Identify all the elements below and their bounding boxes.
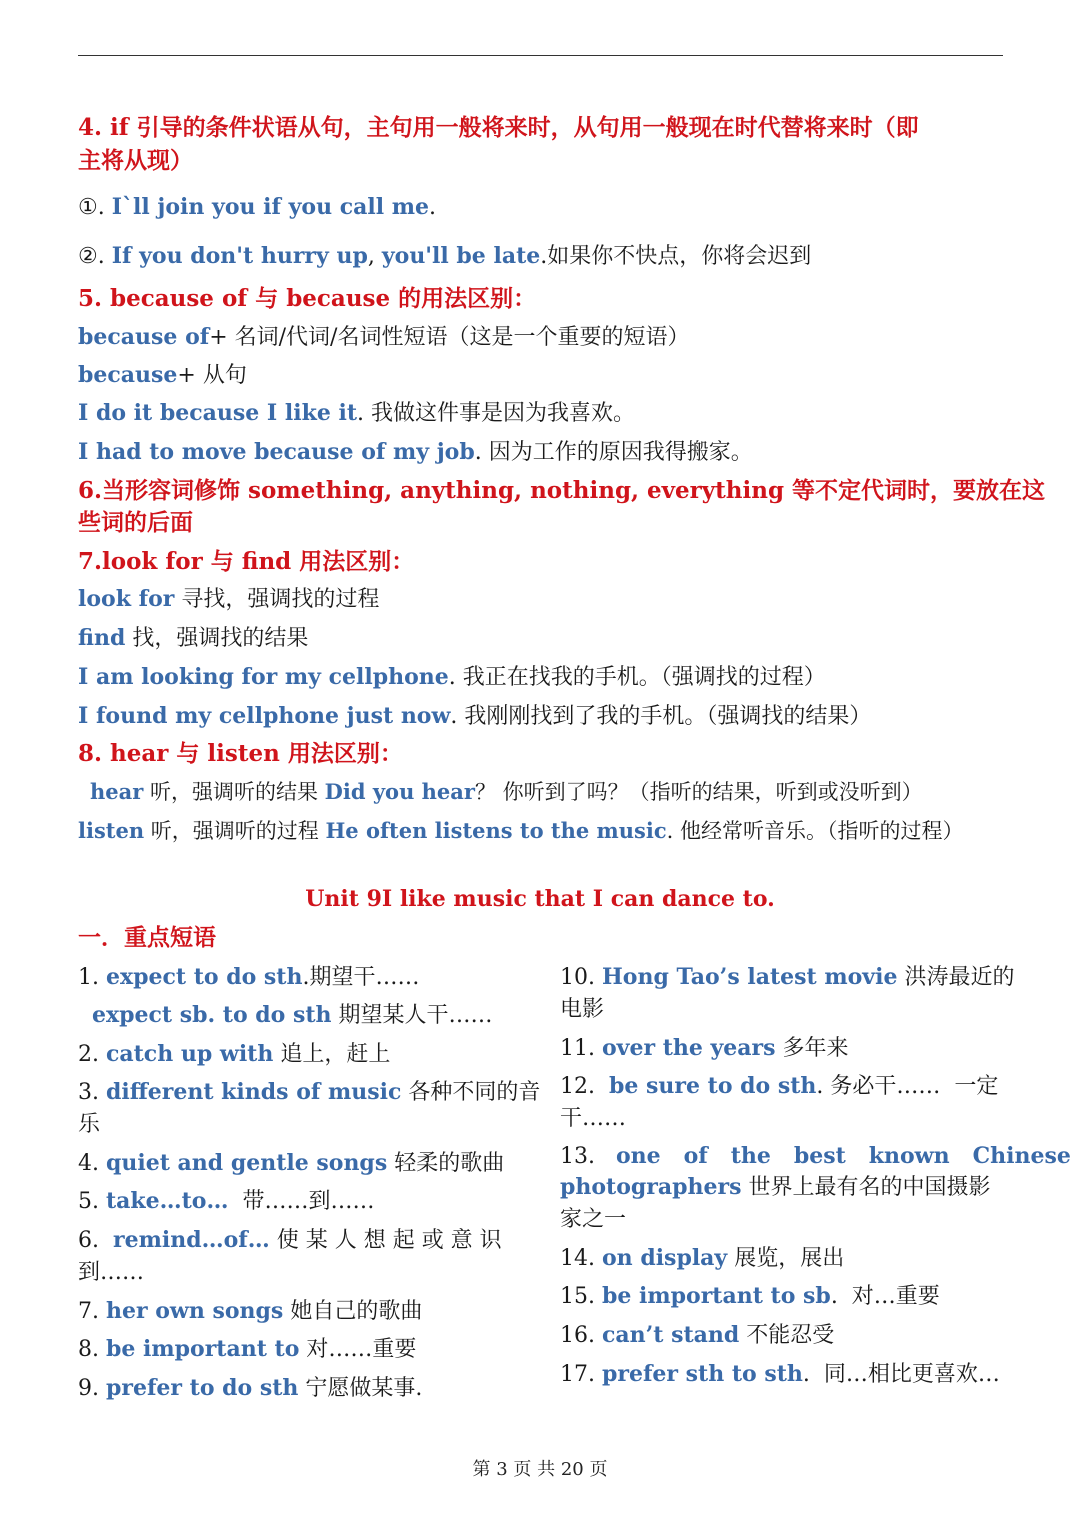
phrase-number: 3. (78, 1080, 106, 1105)
section7-line3 (78, 661, 826, 694)
phrase-chinese: 多年来 (775, 1036, 849, 1061)
section5-line4 (78, 436, 753, 469)
phrase-chinese: 听，强调听的过程 (144, 819, 326, 843)
phrase-chinese: . 对…重要 (830, 1284, 940, 1309)
section6-title-line2: 些词的后面 (78, 509, 193, 536)
phrase-english: quiet and gentle songs (105, 1150, 388, 1176)
phrase-item (560, 1172, 990, 1203)
section4-example-2 (78, 240, 811, 273)
phrase-english: over the years (601, 1035, 776, 1061)
phrase-english: expect to do sth (105, 964, 303, 990)
phrase-english: I am looking for my cellphone (78, 664, 449, 690)
phrase-item (560, 1033, 849, 1064)
phrase-number: 10. (560, 965, 602, 990)
phrase-item (78, 1039, 390, 1070)
phrase-chinese: 对……重要 (299, 1337, 417, 1362)
phrase-item (78, 1148, 504, 1179)
phrase-english: I do it because I like it (78, 400, 357, 426)
phrase-english: her own songs (105, 1298, 284, 1324)
phrase-item (560, 1281, 940, 1312)
phrase-english: be sure to do sth (608, 1073, 817, 1099)
phrase-number: 11. (560, 1036, 602, 1061)
phrase-chinese: 家之一 (560, 1207, 627, 1232)
phrase-item (560, 1141, 1071, 1172)
phrase-item (560, 994, 604, 1025)
section5-line2 (78, 359, 247, 392)
phrase-number: 4. (78, 1151, 106, 1176)
phrase-chinese: 干…… (560, 1106, 627, 1131)
phrase-chinese: 乐 (78, 1112, 101, 1137)
unit-title: Unit 9I like music that I can dance to. (305, 886, 775, 912)
phrase-chinese: 寻找，强调找的过程 (174, 587, 380, 612)
phrase-chinese: . 我正在找我的手机。（强调找的过程） (448, 665, 826, 690)
phrase-number: 6. (78, 1228, 113, 1253)
phrase-item (78, 1186, 374, 1217)
phrase-english: hear (90, 779, 144, 804)
example-punct: . (429, 195, 437, 220)
header-rule (78, 55, 1003, 56)
phrase-number (78, 1003, 92, 1028)
phrase-chinese: 期望某人干…… (331, 1003, 493, 1028)
phrase-english: different kinds of music (105, 1079, 402, 1105)
section8-title: 8. hear 与 listen 用法区别： (78, 740, 403, 767)
phrase-english: be important to (105, 1336, 300, 1362)
example-english: Did you hear (324, 779, 475, 804)
phrase-chinese: . 因为工作的原因我得搬家。 (474, 440, 753, 465)
example-chinese: ？ 你听到了吗？（指听的结果，听到或没听到） (474, 780, 923, 804)
phrase-chinese: 听，强调听的结果 (143, 780, 325, 804)
phrase-chinese: 她自己的歌曲 (283, 1299, 423, 1324)
section7-line1 (78, 583, 379, 616)
phrase-english: can’t stand (601, 1322, 740, 1348)
phrase-chinese: 各种不同的音 (401, 1080, 541, 1105)
phrase-item (78, 1077, 540, 1108)
phrase-chinese: 宁愿做某事. (298, 1376, 423, 1401)
phrase-chinese: . 我刚刚找到了我的手机。（强调找的结果） (450, 704, 872, 729)
example-number: ①. (78, 195, 105, 220)
phrase-item (78, 1109, 100, 1140)
phrase-chinese: 使 某 人 想 起 或 意 识 (269, 1228, 502, 1253)
section7-line2 (78, 622, 308, 655)
phrase-chinese: + 从句 (177, 363, 247, 388)
phrase-english: remind…of… (112, 1227, 270, 1253)
phrase-chinese: 带……到…… (228, 1189, 375, 1214)
section8-line1 (90, 776, 923, 808)
section5-line1 (78, 321, 689, 354)
phrase-english: I found my cellphone just now (78, 703, 451, 729)
example-english: He often listens to the music (325, 818, 667, 843)
phrase-english: find (78, 625, 126, 651)
phrase-chinese: . 同…相比更喜欢… (802, 1362, 1000, 1387)
phrase-chinese: 不能忍受 (739, 1323, 835, 1348)
phrase-item (560, 1359, 1000, 1390)
phrase-english: look for (78, 586, 175, 612)
phrase-english: one of the best known Chinese (615, 1143, 1071, 1169)
phrase-item (78, 1373, 422, 1404)
phrase-item (560, 1204, 626, 1235)
phrase-english: catch up with (105, 1041, 274, 1067)
phrase-number: 16. (560, 1323, 602, 1348)
key-phrases-heading: 一．重点短语 (78, 924, 216, 951)
section8-line2 (78, 815, 964, 847)
phrase-chinese: 洪涛最近的 (897, 965, 1015, 990)
phrase-english: on display (601, 1245, 728, 1271)
phrase-english: prefer sth to sth (601, 1361, 803, 1387)
section6-title-line1: 6.当形容词修饰 something, anything, nothing, everything 等不定代词时，要放在这 (78, 477, 1046, 504)
page-footer: 第 3 页 共 20 页 (472, 1459, 608, 1480)
phrase-number: 13. (560, 1144, 616, 1169)
phrase-chinese: 到…… (78, 1260, 145, 1285)
phrase-number: 17. (560, 1362, 602, 1387)
phrase-item (78, 1334, 416, 1365)
phrase-chinese: 找，强调找的结果 (125, 626, 309, 651)
section4-title-line2: 主将从现） (78, 147, 193, 174)
phrase-number: 8. (78, 1337, 106, 1362)
phrase-chinese: 轻柔的歌曲 (387, 1151, 505, 1176)
phrase-number: 5. (78, 1189, 106, 1214)
phrase-english: Hong Tao’s latest movie (601, 964, 898, 990)
phrase-number: 14. (560, 1246, 602, 1271)
phrase-number: 15. (560, 1284, 602, 1309)
example-chinese: .如果你不快点，你将会迟到 (540, 244, 812, 269)
phrase-item (78, 1225, 502, 1256)
phrase-english: because (78, 362, 178, 388)
phrase-english: take…to… (105, 1188, 229, 1214)
section4-example-1 (78, 191, 436, 224)
example-english: I`ll join you if you call me (111, 194, 430, 220)
phrase-chinese: . 我做这件事是因为我喜欢。 (357, 401, 635, 426)
example-english-2: you'll be late (381, 243, 541, 269)
example-number: ②. (78, 244, 105, 269)
phrase-item (560, 962, 1014, 993)
phrase-number: 2. (78, 1042, 106, 1067)
phrase-item (560, 1243, 844, 1274)
phrase-english: because of (78, 324, 210, 350)
section5-line3 (78, 397, 635, 430)
phrase-chinese: + 名词/代词/名词性短语（这是一个重要的短语） (209, 325, 690, 350)
phrase-english: listen (78, 818, 145, 843)
example-english: If you don't hurry up (111, 243, 368, 269)
phrase-number: 7. (78, 1299, 106, 1324)
phrase-chinese: 世界上最有名的中国摄影 (741, 1175, 991, 1200)
phrase-english: photographers (560, 1174, 742, 1200)
section7-line4 (78, 700, 871, 733)
phrase-item (560, 1320, 834, 1351)
phrase-item (78, 1257, 144, 1288)
phrase-number: 9. (78, 1376, 106, 1401)
phrase-number: 1. (78, 965, 106, 990)
phrase-english: prefer to do sth (105, 1375, 299, 1401)
phrase-item (560, 1071, 998, 1102)
phrase-chinese: 电影 (560, 997, 605, 1022)
phrase-item (78, 1296, 422, 1327)
section4-title-line1: 4. if 引导的条件状语从句，主句用一般将来时，从句用一般现在时代替将来时（即 (78, 114, 919, 141)
phrase-chinese: 展览，展出 (727, 1246, 845, 1271)
phrase-chinese: .期望干…… (302, 965, 420, 990)
phrase-english: expect sb. to do sth (92, 1002, 332, 1028)
section5-title: 5. because of 与 because 的用法区别： (78, 285, 537, 312)
phrase-english: I had to move because of my job (78, 439, 475, 465)
phrase-item (78, 962, 419, 993)
section7-title: 7.look for 与 find 用法区别： (78, 548, 415, 575)
phrase-chinese: . 务必干…… 一定 (816, 1074, 999, 1099)
phrase-item (78, 1000, 493, 1031)
phrase-english: be important to sb (601, 1283, 831, 1309)
phrase-chinese: 追上，赶上 (273, 1042, 391, 1067)
phrase-item (560, 1103, 626, 1134)
example-punct: , (367, 244, 375, 269)
phrase-number: 12. (560, 1074, 609, 1099)
example-chinese: . 他经常听音乐。（指听的过程） (666, 819, 964, 843)
